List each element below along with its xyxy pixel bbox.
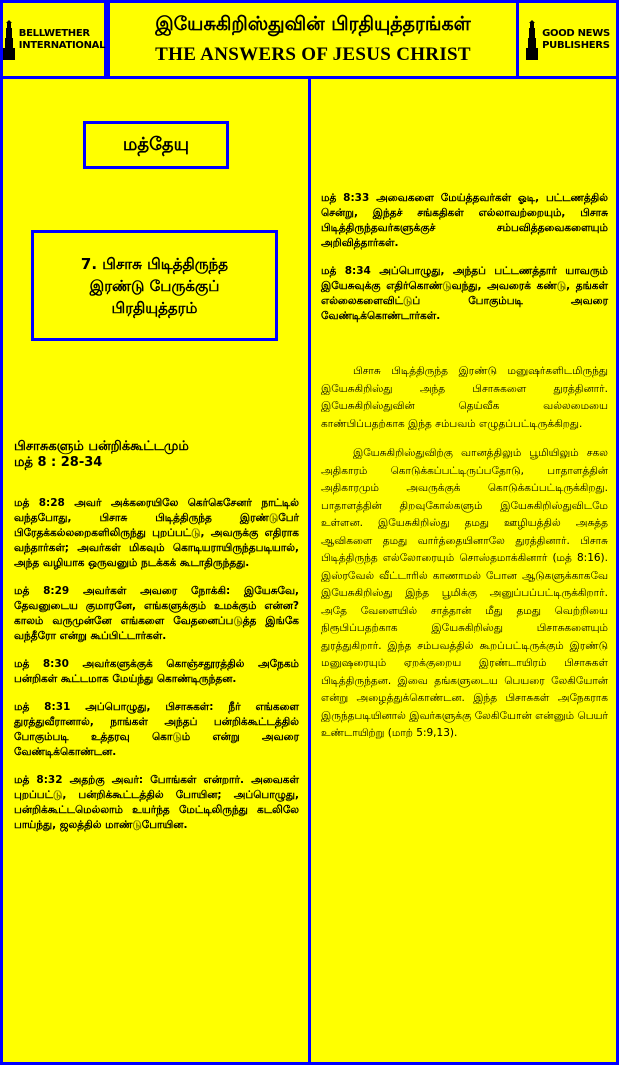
commentary	[321, 363, 608, 755]
verse: மத் 8:33 அவைகளை மேய்த்தவர்கள் ஓடி, பட்டணத்தில் சென்று, இந்தச் சங்கதிகள் எல்லாவற்றையும், பிசாசு பிடித்திருந்தவர்களுக்குச் சம்பவித்தவைகளையும் அறிவித்தார்கள்.	[321, 192, 608, 249]
logo-line: INTERNATIONAL	[18, 39, 106, 51]
passage-heading	[14, 439, 299, 471]
verse: மத் 8:31 அப்பொழுது, பிசாசுகள்: நீர் எங்களை துரத்துவீரானால், நாங்கள் அந்தப் பன்றிக்கூட்டத்தில் போகும்படி உத்தரவு கொடும் என்று அவரை வேண்டிக்கொண்டன.	[14, 701, 299, 758]
logo-line: GOOD NEWS	[542, 27, 610, 39]
logo-line: PUBLISHERS	[542, 39, 610, 51]
tower-icon	[525, 20, 539, 60]
good-news-logo	[516, 3, 616, 76]
page-header	[3, 3, 616, 76]
bellwether-logo	[3, 3, 107, 76]
book-name: மத்தேயு	[83, 121, 229, 169]
title-block	[107, 3, 516, 76]
logo-line: BELLWETHER	[18, 27, 90, 39]
section-title-line: பிரதியுத்தரம்	[111, 298, 198, 317]
section-title-line: 7. பிசாசு பிடித்திருந்த	[80, 254, 229, 273]
tower-icon	[2, 20, 16, 60]
passage-reference: மத் 8 : 28-34	[14, 455, 103, 470]
section-title-line: இரண்டு பேருக்குப்	[89, 276, 220, 295]
verse-list	[14, 496, 299, 846]
verse: மத் 8:34 அப்பொழுது, அந்தப் பட்டணத்தார் யாவரும் இயேசுவுக்கு எதிர்கொண்டுவந்து, அவரைக் கண்டு, தங்கள் எல்லைகளைவிட்டுப் போகும்படி அவரை வேண்டிக்கொண்டார்கள்.	[321, 265, 608, 322]
commentary-paragraph: இயேசுகிறிஸ்துவிற்கு வானத்திலும் பூமியிலும் சகல அதிகாரம் கொடுக்கப்பட்டிருப்பதோடு, பாதாளத்தின் அதிகாரமும் அவருக்குக் கொடுக்கப்பட்டிருக்கிறது. பாதாளத்தின் திறவுகோல்களும் இயேசுகிறிஸ்துவிடமே உள்ளன. இயேசுகிறிஸ்து தமது ஊழியத்தில் அசுத்த ஆவிகளை தமது வார்த்தையினாலே துரத்தினார். பிசாசு பிடித்திருந்த எல்லோரையும் சொஸ்தமாக்கினார் (மத் 8:16). இஸ்ரவேல் வீட்டாரில் காணாமல் போன ஆடுகளுக்காகவே இயேசுகிறிஸ்து இந்த பூமிக்கு அனுப்பப்பட்டிருக்கிறார். அதே வேளையில் சாத்தான் மீது தமது வெற்றியை நிரூபிப்பதற்காக இயேசுகிறிஸ்து பிசாசுகளையும் துரத்துகிறார். இந்த சம்பவத்தில் கூறப்பட்டிருக்கும் இரண்டு மனுஷரையும் ஏறக்குறைய இரண்டாயிரம் பிசாசுகள் பிடித்திருந்தன. இவை தங்களுடைய பெயரை லேகியோன் என்று அழைத்துக்கொண்டன. இந்த பிசாசுகள் அநேகராக இருந்தபடியினால் இவர்களுக்கு லேகியோன் என்னும் பெயர் உண்டாயிற்று (மாற் 5:9,13).	[321, 447, 608, 739]
column-divider	[308, 79, 311, 1065]
verse: மத் 8:29 அவர்கள் அவரை நோக்கி: இயேசுவே, தேவனுடைய குமாரனே, எங்களுக்கும் உமக்கும் என்ன? காலம் வருமுன்னே எங்களை வேதனைப்படுத்த இங்கே வந்தீரோ என்று கூப்பிட்டார்கள்.	[14, 585, 299, 642]
verse-list	[321, 191, 608, 337]
tamil-title: இயேசுகிறிஸ்துவின் பிரதியுத்தரங்கள்	[155, 13, 471, 35]
verse: மத் 8:32 அதற்கு அவர்: போங்கள் என்றார். அவைகள் புறப்பட்டு, பன்றிக்கூட்டத்தில் போயின; அப்பொழுது, பன்றிக்கூட்டமெல்லாம் உயர்ந்த மேட்டிலிருந்து கடலிலே பாய்ந்து, ஜலத்தில் மாண்டுபோயின.	[14, 774, 299, 831]
verse: மத் 8:30 அவர்களுக்குக் கொஞ்சதூரத்தில் அநேகம் பன்றிகள் கூட்டமாக மேய்ந்து கொண்டிருந்தன.	[14, 658, 299, 685]
section-title	[31, 230, 278, 341]
english-title: THE ANSWERS OF JESUS CHRIST	[155, 44, 471, 65]
verse: மத் 8:28 அவர் அக்கரையிலே கெர்கெசேனர் நாட்டில் வந்தபோது, பிசாசு பிடித்திருந்த இரண்டுபேர் பிரேதக்கல்லறைகளிலிருந்து புறப்பட்டு, அவருக்கு எதிராக வந்தார்கள்; அவர்கள் மிகவும் கொடியராயிருந்தபடியால், அந்த வழியாக ஒருவனும் நடக்கக் கூடாதிருந்தது.	[14, 497, 299, 569]
commentary-paragraph: பிசாசு பிடித்திருந்த இரண்டு மனுஷர்களிடமிருந்து இயேசுகிறிஸ்து அந்த பிசாசுகளை துரத்தினார். இயேசுகிறிஸ்துவின் தெய்வீக வல்லமையை காண்பிப்பதற்காக இந்த சம்பவம் எழுதப்பட்டிருக்கிறது.	[321, 365, 608, 430]
passage-title: பிசாசுகளும் பன்றிக்கூட்டமும்	[14, 439, 189, 454]
